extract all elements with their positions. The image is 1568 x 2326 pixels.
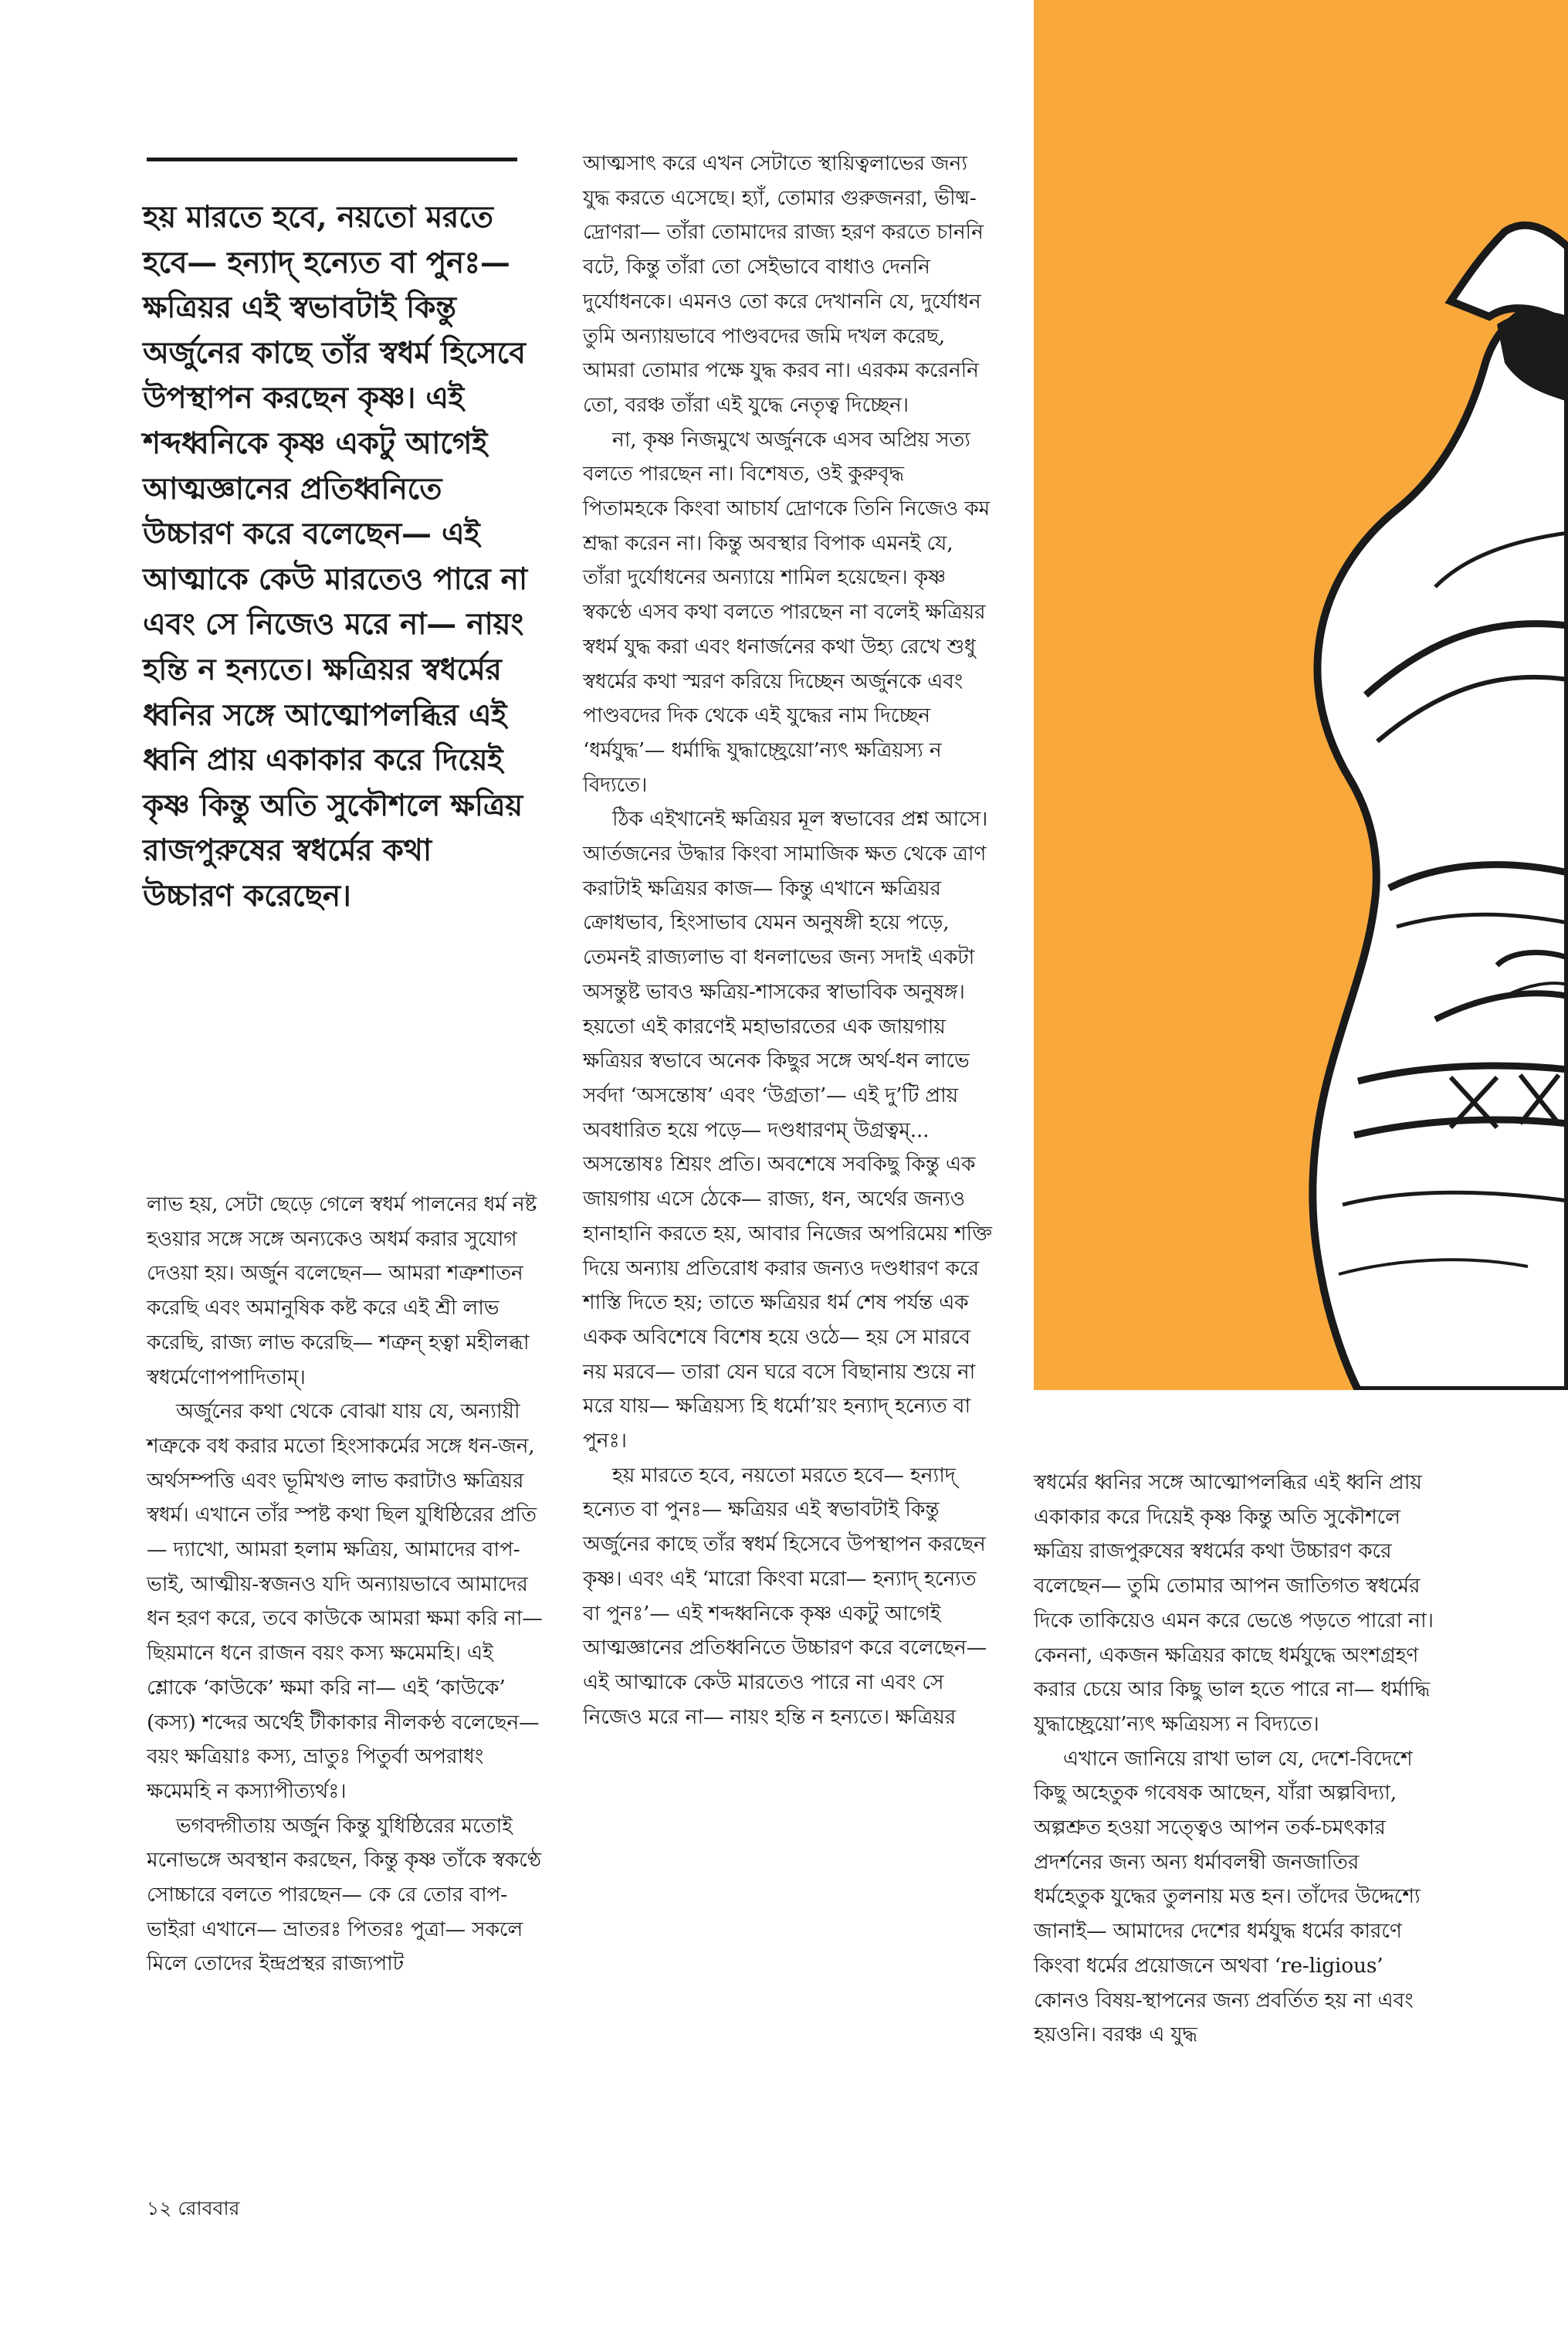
article-column-1 xyxy=(147,1188,548,1982)
pull-quote-rule xyxy=(147,158,517,161)
paragraph: না, কৃষ্ণ নিজমুখে অর্জুনকে এসব অপ্রিয় সত্য বলতে পারছেন না। বিশেষত, ওই কুরুবৃদ্ধ পিতামহকে কিংবা আচার্য দ্রোণকে তিনি নিজেও কম শ্রদ্ধা করেন না। কিন্তু অবস্থার বিপাক এমনই যে, তাঁরা দুর্যোধনের অন্যায়ে শামিল হয়েছেন। কৃষ্ণ স্বকণ্ঠে এসব কথা বলতে পারছেন না বলেই ক্ষত্রিয়র স্বধর্ম যুদ্ধ করা এবং ধনার্জনের কথা উহ্য রেখে শুধু স্বধর্মের কথা স্মরণ করিয়ে দিচ্ছেন অর্জুনকে এবং পাণ্ডবদের দিক থেকে এই যুদ্ধের নাম দিচ্ছেন ‘ধর্মযুদ্ধ’— ধর্মাদ্ধি যুদ্ধাচ্ছ্রেয়ো’ন্যৎ ক্ষত্রিয়স্য ন বিদ্যতে। xyxy=(583,427,991,797)
paragraph: হয় মারতে হবে, নয়তো মরতে হবে— হন্যাদ্ হন্যেত বা পুনঃ— ক্ষত্রিয়র এই স্বভাবটাই কিন্তু অর্জুনের কাছে তাঁর স্বধর্ম হিসেবে উপস্থাপন করছেন কৃষ্ণ। এবং এই ‘মারো কিংবা মরো— হন্যাদ্ হন্যেত বা পুনঃ’— এই শব্দধ্বনিকে কৃষ্ণ একটু আগেই আত্মজ্ঞানের প্রতিধ্বনিতে উচ্চারণ করে বলেছেন— এই আত্মাকে কেউ মারতেও পারে না এবং সে নিজেও মরে না— নায়ং হন্তি ন হন্যতে। ক্ষত্রিয়র xyxy=(583,1463,987,1729)
warrior-illustration xyxy=(1034,0,1568,1390)
pull-quote: হয় মারতে হবে, নয়তো মরতে হবে— হন্যাদ্ হন্যেত বা পুনঃ— ক্ষত্রিয়র এই স্বভাবটাই কিন্তু অর্জুনের কাছে তাঁর স্বধর্ম হিসেবে উপস্থাপন করছেন কৃষ্ণ। এই শব্দধ্বনিকে কৃষ্ণ একটু আগেই আত্মজ্ঞানের প্রতিধ্বনিতে উচ্চারণ করে বলেছেন— এই আত্মাকে কেউ মারতেও পারে না এবং সে নিজেও মরে না— নায়ং হন্তি ন হন্যতে। ক্ষত্রিয়র স্বধর্মের ধ্বনির সঙ্গে আত্মোপলব্ধির এই ধ্বনি প্রায় একাকার করে দিয়েই কৃষ্ণ কিন্তু অতি সুকৌশলে ক্ষত্রিয় রাজপুরুষের স্বধর্মের কথা উচ্চারণ করেছেন। xyxy=(143,199,527,914)
illustration xyxy=(1034,0,1568,1390)
article-column-3 xyxy=(1034,1466,1435,2053)
paragraph: আত্মসাৎ করে এখন সেটাতে স্থায়িত্বলাভের জন্য যুদ্ধ করতে এসেছে। হ্যাঁ, তোমার গুরুজনরা, ভীষ্ম-দ্রোণরা— তাঁরা তোমাদের রাজ্য হরণ করতে চাননি বটে, কিন্তু তাঁরা তো সেইভাবে বাধাও দেননি দুর্যোধনকে। এমনও তো করে দেখাননি যে, দুর্যোধন তুমি অন্যায়ভাবে পাণ্ডবদের জমি দখল করেছ, আমরা তোমার পক্ষে যুদ্ধ করব না। এরকম করেননি তো, বরঞ্চ তাঁরা এই যুদ্ধে নেতৃত্ব দিচ্ছেন। xyxy=(583,151,984,417)
paragraph: ভগবদ্গীতায় অর্জুন কিন্তু যুধিষ্ঠিরের মতোই মনোভঙ্গে অবস্থান করছেন, কিন্তু কৃষ্ণ তাঁকে স্বকণ্ঠে সোচ্চারে বলতে পারছেন— কে রে তোর বাপ-ভাইরা এখানে— ভ্রাতরঃ পিতরঃ পুত্রা— সকলে মিলে তোদের ইন্দ্রপ্রস্থর রাজ্যপাট xyxy=(147,1813,541,1976)
paragraph: এখানে জানিয়ে রাখা ভাল যে, দেশে-বিদেশে কিছু অহেতুক গবেষক আছেন, যাঁরা অল্পবিদ্যা, অল্পশ্রুত হওয়া সত্ত্বেও আপন তর্ক-চমৎকার প্রদর্শনের জন্য অন্য ধর্মাবলম্বী জনজাতির ধর্মহেতুক যুদ্ধের তুলনায় মত্ত হন। তাঁদের উদ্দেশ্যে জানাই— আমাদের দেশের ধর্মযুদ্ধ ধর্মের কারণে কিংবা ধর্মের প্রয়োজনে অথবা ‘re-ligious’ কোনও বিষয়-স্থাপনের জন্য প্রবর্তিত হয় না এবং হয়ওনি। বরঞ্চ এ যুদ্ধ xyxy=(1034,1746,1421,2047)
article-column-2 xyxy=(583,147,994,1734)
paragraph: অর্জুনের কথা থেকে বোঝা যায় যে, অন্যায়ী শত্রুকে বধ করার মতো হিংসাকর্মের সঙ্গে ধন-জন, অর্থসম্পত্তি এবং ভূমিখণ্ড লাভ করাটাও ক্ষত্রিয়র স্বধর্ম। এখানে তাঁর স্পষ্ট কথা ছিল যুধিষ্ঠিরের প্রতি— দ্যাখো, আমরা হলাম ক্ষত্রিয়, আমাদের বাপ-ভাই, আত্মীয়-স্বজনও যদি অন্যায়ভাবে আমাদের ধন হরণ করে, তবে কাউকে আমরা ক্ষমা করি না— ছিয়মানে ধনে রাজন বয়ং কস্য ক্ষমেমহি। এই শ্লোকে ‘কাউকে’ ক্ষমা করি না— এই ‘কাউকে’ (কস্য) শব্দের অর্থেই টীকাকার নীলকণ্ঠ বলেছেন— বয়ং ক্ষত্রিয়াঃ কস্য, ভ্রাতুঃ পিতুর্বা অপরাধং ক্ষমেমহি ন কস্যাপীত্যর্থঃ। xyxy=(147,1399,543,1803)
page-folio: ১২ রোববার xyxy=(147,2197,240,2219)
paragraph: লাভ হয়, সেটা ছেড়ে গেলে স্বধর্ম পালনের ধর্ম নষ্ট হওয়ার সঙ্গে সঙ্গে অন্যকেও অধর্ম করার সুযোগ দেওয়া হয়। অর্জুন বলেছেন— আমরা শত্রুশাতন করেছি এবং অমানুষিক কষ্ট করে এই শ্রী লাভ করেছি, রাজ্য লাভ করেছি— শত্রুন্ হত্বা মহীলব্ধা স্বধর্মেণোপপাদিতাম্। xyxy=(147,1192,537,1389)
paragraph: ঠিক এইখানেই ক্ষত্রিয়র মূল স্বভাবের প্রশ্ন আসে। আর্তজনের উদ্ধার কিংবা সামাজিক ক্ষত থেকে ত্রাণ করাটাই ক্ষত্রিয়র কাজ— কিন্তু এখানে ক্ষত্রিয়র ক্রোধভাব, হিংসাভাব যেমন অনুষঙ্গী হয়ে পড়ে, তেমনই রাজ্যলাভ বা ধনলাভের জন্য সদাই একটা অসন্তুষ্ট ভাবও ক্ষত্রিয়-শাসকের স্বাভাবিক অনুষঙ্গ। হয়তো এই কারণেই মহাভারতের এক জায়গায় ক্ষত্রিয়র স্বভাবে অনেক কিছুর সঙ্গে অর্থ-ধন লাভে সর্বদা ‘অসন্তোষ’ এবং ‘উগ্রতা’— এই দু’টি প্রায় অবধারিত হয়ে পড়ে— দণ্ডধারণম্ উগ্রত্বম্... অসন্তোষঃ শ্রিয়ং প্রতি। অবশেষে সবকিছু কিন্তু এক জায়গায় এসে ঠেকে— রাজ্য, ধন, অর্থের জন্যও হানাহানি করতে হয়, আবার নিজের অপরিমেয় শক্তি দিয়ে অন্যায় প্রতিরোধ করার জন্যও দণ্ডধারণ করে শাস্তি দিতে হয়; তাতে ক্ষত্রিয়র ধর্ম শেষ পর্যন্ত এক একক অবিশেষে বিশেষ হয়ে ওঠে— হয় সে মারবে নয় মরবে— তারা যেন ঘরে বসে বিছানায় শুয়ে না মরে যায়— ক্ষত্রিয়স্য হি ধর্মো’য়ং হন্যাদ্ হন্যেত বা পুনঃ। xyxy=(583,807,992,1453)
paragraph: স্বধর্মের ধ্বনির সঙ্গে আত্মোপলব্ধির এই ধ্বনি প্রায় একাকার করে দিয়েই কৃষ্ণ কিন্তু অতি সুকৌশলে ক্ষত্রিয় রাজপুরুষের স্বধর্মের কথা উচ্চারণ করে বলেছেন— তুমি তোমার আপন জাতিগত স্বধর্মের দিকে তাকিয়েও এমন করে ভেঙে পড়তে পারো না। কেননা, একজন ক্ষত্রিয়র কাছে ধর্মযুদ্ধে অংশগ্রহণ করার চেয়ে আর কিছু ভাল হতে পারে না— ধর্মাদ্ধি যুদ্ধাচ্ছ্রেয়ো’ন্যৎ ক্ষত্রিয়স্য ন বিদ্যতে। xyxy=(1034,1470,1434,1736)
